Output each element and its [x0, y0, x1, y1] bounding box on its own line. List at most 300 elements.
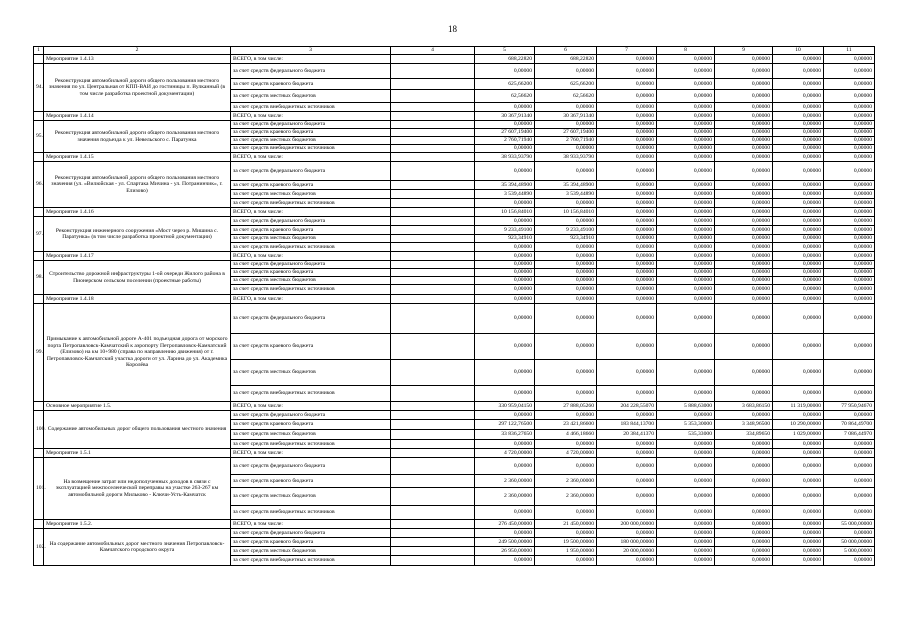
amount-cell: 204 228,55070 — [597, 402, 657, 411]
amount-cell: 0,00000 — [657, 190, 715, 199]
funding-source-label: за счет средств федерального бюджета — [231, 304, 391, 334]
empty-cell — [391, 252, 475, 261]
amount-cell: 55 000,00000 — [824, 520, 875, 529]
amount-cell: 0,00000 — [773, 252, 824, 261]
amount-cell: 0,00000 — [475, 285, 535, 295]
amount-cell: 0,00000 — [597, 475, 657, 488]
amount-cell: 0,00000 — [824, 162, 875, 181]
empty-cell — [391, 520, 475, 529]
amount-cell: 0,00000 — [773, 304, 824, 334]
table-row — [34, 458, 875, 475]
amount-cell: 10 290,00000 — [773, 420, 824, 430]
amount-cell: 0,00000 — [657, 440, 715, 449]
amount-cell: 0,00000 — [535, 360, 597, 386]
amount-cell: 0,00000 — [773, 217, 824, 226]
amount-cell: 0,00000 — [824, 121, 875, 129]
column-header: 6 — [535, 47, 597, 55]
funding-source-label: за счет средств местных бюджетов — [231, 190, 391, 199]
amount-cell: 0,00000 — [475, 386, 535, 402]
funding-source-label: за счет средств местных бюджетов — [231, 277, 391, 285]
amount-cell: 688,22820 — [475, 55, 535, 64]
amount-cell: 0,00000 — [597, 121, 657, 129]
amount-cell: 0,00000 — [715, 556, 773, 566]
amount-cell: 183 844,13700 — [597, 420, 657, 430]
row-number-cell — [34, 252, 44, 261]
amount-cell: 0,00000 — [657, 488, 715, 506]
event-description: Содержание автомобильных дорог общего пользования местного значения — [44, 411, 231, 449]
amount-cell: 923,34910 — [535, 235, 597, 243]
amount-cell: 0,00000 — [535, 243, 597, 252]
amount-cell: 334,89650 — [715, 430, 773, 440]
amount-cell: 0,00000 — [715, 137, 773, 145]
amount-cell: 0,00000 — [535, 334, 597, 360]
funding-source-label: ВСЕГО, в том числе: — [231, 55, 391, 64]
amount-cell: 0,00000 — [824, 295, 875, 304]
amount-cell: 0,00000 — [475, 334, 535, 360]
funding-source-label: за счет средств федерального бюджета — [231, 217, 391, 226]
amount-cell: 0,00000 — [475, 103, 535, 112]
amount-cell: 0,00000 — [535, 304, 597, 334]
amount-cell: 0,00000 — [475, 162, 535, 181]
amount-cell: 0,00000 — [824, 235, 875, 243]
amount-cell: 0,00000 — [715, 475, 773, 488]
empty-cell — [391, 334, 475, 360]
empty-cell — [391, 208, 475, 217]
funding-source-label: за счет средств федерального бюджета — [231, 162, 391, 181]
amount-cell: 0,00000 — [824, 243, 875, 252]
amount-cell: 0,00000 — [535, 277, 597, 285]
funding-source-label: за счет средств внебюджетных источников — [231, 243, 391, 252]
amount-cell: 0,00000 — [475, 145, 535, 153]
funding-source-label: ВСЕГО, в том числе: — [231, 252, 391, 261]
amount-cell: 0,00000 — [657, 162, 715, 181]
empty-cell — [391, 269, 475, 277]
empty-cell — [391, 112, 475, 121]
table-row — [34, 295, 875, 304]
row-number: 95. — [34, 121, 44, 153]
funding-source-label: за счет средств краевого бюджета — [231, 420, 391, 430]
amount-cell: 0,00000 — [535, 217, 597, 226]
amount-cell: 0,00000 — [597, 79, 657, 90]
amount-cell: 0,00000 — [773, 334, 824, 360]
event-title: Мероприятие 1.4.15 — [44, 153, 231, 162]
funding-source-label: за счет средств федерального бюджета — [231, 121, 391, 129]
empty-cell — [391, 360, 475, 386]
amount-cell: 0,00000 — [597, 506, 657, 520]
amount-cell: 0,00000 — [773, 360, 824, 386]
amount-cell: 0,00000 — [597, 112, 657, 121]
amount-cell: 0,00000 — [657, 121, 715, 129]
amount-cell: 0,00000 — [824, 145, 875, 153]
column-header: 4 — [391, 47, 475, 55]
funding-source-label: за счет средств местных бюджетов — [231, 360, 391, 386]
empty-cell — [391, 430, 475, 440]
amount-cell: 0,00000 — [475, 269, 535, 277]
event-title: Мероприятие 1.5.1 — [44, 449, 231, 458]
table-row — [34, 304, 875, 334]
amount-cell: 0,00000 — [535, 386, 597, 402]
empty-cell — [391, 538, 475, 547]
amount-cell: 0,00000 — [657, 112, 715, 121]
amount-cell: 0,00000 — [824, 334, 875, 360]
amount-cell: 0,00000 — [773, 458, 824, 475]
amount-cell: 0,00000 — [824, 153, 875, 162]
amount-cell: 0,00000 — [824, 440, 875, 449]
amount-cell: 0,00000 — [535, 261, 597, 269]
amount-cell: 0,00000 — [597, 208, 657, 217]
amount-cell: 62,56620 — [535, 90, 597, 103]
amount-cell: 330 959,04150 — [475, 402, 535, 411]
amount-cell: 0,00000 — [824, 217, 875, 226]
row-number: 98. — [34, 261, 44, 295]
amount-cell: 0,00000 — [657, 386, 715, 402]
event-description: Примыкание к автомобильной дороге А-401 подъездная дорога от морского порта Петропавловск-Камчатский к аэропорту Петропавловск-Камчатский (Елизово) на км 10+980 (справа по направлению движения) от г. Петропавловск-Камчатский участка дороги от ул. Ларина до ул. Академика Королёва — [44, 304, 231, 402]
amount-cell: 0,00000 — [657, 226, 715, 235]
amount-cell: 2 360,00000 — [535, 488, 597, 506]
amount-cell: 5 888,63000 — [657, 402, 715, 411]
table-row — [34, 112, 875, 121]
table-row — [34, 208, 875, 217]
amount-cell: 0,00000 — [824, 488, 875, 506]
funding-source-label: за счет средств федерального бюджета — [231, 261, 391, 269]
amount-cell: 0,00000 — [535, 556, 597, 566]
empty-cell — [391, 261, 475, 269]
amount-cell: 0,00000 — [597, 277, 657, 285]
amount-cell: 0,00000 — [824, 506, 875, 520]
amount-cell: 0,00000 — [657, 181, 715, 190]
column-header-row — [34, 47, 875, 55]
amount-cell: 30 367,91340 — [475, 112, 535, 121]
funding-source-label: за счет средств внебюджетных источников — [231, 145, 391, 153]
column-header: 3 — [231, 47, 391, 55]
empty-cell — [391, 55, 475, 64]
amount-cell: 0,00000 — [773, 411, 824, 420]
funding-source-label: за счет средств федерального бюджета — [231, 64, 391, 79]
amount-cell: 7 086,44970 — [824, 430, 875, 440]
amount-cell: 0,00000 — [773, 79, 824, 90]
amount-cell: 0,00000 — [597, 55, 657, 64]
empty-cell — [391, 121, 475, 129]
page-number: 18 — [448, 24, 457, 34]
amount-cell: 0,00000 — [597, 252, 657, 261]
amount-cell: 0,00000 — [535, 145, 597, 153]
amount-cell: 0,00000 — [773, 506, 824, 520]
amount-cell: 0,00000 — [715, 360, 773, 386]
amount-cell: 0,00000 — [597, 137, 657, 145]
amount-cell: 0,00000 — [657, 475, 715, 488]
amount-cell: 0,00000 — [715, 190, 773, 199]
empty-cell — [391, 235, 475, 243]
amount-cell: 0,00000 — [597, 145, 657, 153]
amount-cell: 3 539,44890 — [535, 190, 597, 199]
empty-cell — [391, 145, 475, 153]
amount-cell: 0,00000 — [657, 411, 715, 420]
funding-source-label: ВСЕГО, в том числе: — [231, 402, 391, 411]
amount-cell: 0,00000 — [475, 556, 535, 566]
amount-cell: 0,00000 — [657, 243, 715, 252]
event-description: На возмещение затрат или недополученных доходов в связи с эксплуатацией межпоселенческой переправы на участке 263-267 км автомобильной дороги Мильково - Ключи-Усть-Камчатск — [44, 458, 231, 520]
table-row — [34, 55, 875, 64]
amount-cell: 0,00000 — [657, 64, 715, 79]
amount-cell: 249 500,00000 — [475, 538, 535, 547]
amount-cell: 0,00000 — [773, 199, 824, 208]
funding-source-label: ВСЕГО, в том числе: — [231, 153, 391, 162]
amount-cell: 4 466,18660 — [535, 430, 597, 440]
amount-cell: 0,00000 — [657, 208, 715, 217]
column-header: 11 — [824, 47, 875, 55]
amount-cell: 27 888,05260 — [535, 402, 597, 411]
amount-cell: 0,00000 — [475, 506, 535, 520]
amount-cell: 0,00000 — [597, 243, 657, 252]
amount-cell: 11 319,00000 — [773, 402, 824, 411]
event-description: Реконструкция автомобильной дороги общего пользования местного значения (ул. «Вилюйская - ул. Спартака Мичина - ул. Потранинчик», г. Елизово) — [44, 162, 231, 208]
amount-cell: 0,00000 — [597, 295, 657, 304]
event-title: Мероприятие 1.4.16 — [44, 208, 231, 217]
amount-cell: 0,00000 — [715, 295, 773, 304]
amount-cell: 0,00000 — [773, 547, 824, 556]
empty-cell — [391, 420, 475, 430]
amount-cell: 38 933,93790 — [535, 153, 597, 162]
amount-cell: 0,00000 — [773, 475, 824, 488]
amount-cell: 1 029,00000 — [773, 430, 824, 440]
amount-cell: 0,00000 — [824, 252, 875, 261]
row-number: 100. — [34, 411, 44, 449]
amount-cell: 0,00000 — [824, 208, 875, 217]
amount-cell: 0,00000 — [715, 64, 773, 79]
amount-cell: 0,00000 — [824, 64, 875, 79]
amount-cell: 0,00000 — [773, 112, 824, 121]
amount-cell: 2 360,00000 — [535, 475, 597, 488]
amount-cell: 0,00000 — [657, 103, 715, 112]
amount-cell: 0,00000 — [657, 90, 715, 103]
event-title: Мероприятие 1.4.14 — [44, 112, 231, 121]
amount-cell: 0,00000 — [597, 153, 657, 162]
amount-cell: 0,00000 — [824, 449, 875, 458]
amount-cell: 0,00000 — [824, 129, 875, 137]
column-header: 8 — [657, 47, 715, 55]
amount-cell: 0,00000 — [824, 190, 875, 199]
funding-source-label: за счет средств краевого бюджета — [231, 129, 391, 137]
amount-cell: 0,00000 — [657, 145, 715, 153]
amount-cell: 0,00000 — [657, 137, 715, 145]
empty-cell — [391, 475, 475, 488]
amount-cell: 0,00000 — [657, 252, 715, 261]
amount-cell: 0,00000 — [475, 64, 535, 79]
amount-cell: 50 000,00000 — [824, 538, 875, 547]
amount-cell: 5 353,30000 — [657, 420, 715, 430]
amount-cell: 0,00000 — [657, 295, 715, 304]
amount-cell: 0,00000 — [773, 520, 824, 529]
amount-cell: 0,00000 — [715, 55, 773, 64]
amount-cell: 0,00000 — [824, 112, 875, 121]
amount-cell: 0,00000 — [597, 386, 657, 402]
amount-cell: 0,00000 — [715, 547, 773, 556]
amount-cell: 0,00000 — [715, 129, 773, 137]
amount-cell: 0,00000 — [475, 529, 535, 538]
amount-cell: 19 500,00000 — [535, 538, 597, 547]
amount-cell: 0,00000 — [597, 90, 657, 103]
amount-cell: 0,00000 — [535, 269, 597, 277]
funding-source-label: ВСЕГО, в том числе: — [231, 520, 391, 529]
amount-cell: 0,00000 — [773, 295, 824, 304]
amount-cell: 0,00000 — [773, 90, 824, 103]
row-number: 97. — [34, 217, 44, 252]
amount-cell: 0,00000 — [773, 269, 824, 277]
event-description: Реконструкция автомобильной дороги общего пользования местного значения по ул. Центральная от КПП-ВАИ до гостиницы п. Вулканный (в том числе разработка проектной документации) — [44, 64, 231, 112]
table-row — [34, 252, 875, 261]
amount-cell: 0,00000 — [824, 226, 875, 235]
amount-cell: 0,00000 — [773, 556, 824, 566]
amount-cell: 0,00000 — [597, 261, 657, 269]
amount-cell: 0,00000 — [597, 285, 657, 295]
empty-cell — [391, 411, 475, 420]
amount-cell: 625,66200 — [475, 79, 535, 90]
funding-source-label: за счет средств краевого бюджета — [231, 181, 391, 190]
amount-cell: 0,00000 — [535, 411, 597, 420]
amount-cell: 0,00000 — [597, 190, 657, 199]
funding-source-label: за счет средств краевого бюджета — [231, 538, 391, 547]
funding-source-label: за счет средств внебюджетных источников — [231, 440, 391, 449]
amount-cell: 0,00000 — [657, 129, 715, 137]
amount-cell: 0,00000 — [715, 162, 773, 181]
amount-cell: 0,00000 — [597, 411, 657, 420]
amount-cell: 0,00000 — [597, 235, 657, 243]
row-number-cell — [34, 295, 44, 304]
table-row — [34, 162, 875, 181]
event-title: Мероприятие 1.5.2. — [44, 520, 231, 529]
empty-cell — [391, 190, 475, 199]
amount-cell: 0,00000 — [773, 103, 824, 112]
amount-cell: 0,00000 — [715, 261, 773, 269]
amount-cell: 0,00000 — [597, 529, 657, 538]
amount-cell: 3 683,86150 — [715, 402, 773, 411]
amount-cell: 0,00000 — [597, 488, 657, 506]
empty-cell — [391, 243, 475, 252]
amount-cell: 62,56620 — [475, 90, 535, 103]
empty-cell — [391, 285, 475, 295]
empty-cell — [391, 153, 475, 162]
amount-cell: 0,00000 — [773, 190, 824, 199]
amount-cell: 4 720,00000 — [535, 449, 597, 458]
budget-table — [33, 46, 875, 566]
amount-cell: 0,00000 — [597, 103, 657, 112]
empty-cell — [391, 386, 475, 402]
funding-source-label: за счет средств местных бюджетов — [231, 90, 391, 103]
amount-cell: 0,00000 — [475, 199, 535, 208]
amount-cell: 0,00000 — [715, 103, 773, 112]
amount-cell: 38 933,93790 — [475, 153, 535, 162]
funding-source-label: за счет средств краевого бюджета — [231, 269, 391, 277]
event-title: Мероприятие 1.4.17 — [44, 252, 231, 261]
amount-cell: 0,00000 — [715, 199, 773, 208]
amount-cell: 276 450,00000 — [475, 520, 535, 529]
amount-cell: 27 607,19400 — [475, 129, 535, 137]
amount-cell: 0,00000 — [715, 208, 773, 217]
amount-cell: 4 720,00000 — [475, 449, 535, 458]
amount-cell: 0,00000 — [597, 458, 657, 475]
amount-cell: 0,00000 — [475, 304, 535, 334]
amount-cell: 35 394,48900 — [535, 181, 597, 190]
table-row — [34, 261, 875, 269]
column-header: 5 — [475, 47, 535, 55]
amount-cell: 0,00000 — [475, 121, 535, 129]
row-number-cell — [34, 402, 44, 411]
amount-cell: 0,00000 — [597, 449, 657, 458]
amount-cell: 0,00000 — [773, 208, 824, 217]
amount-cell: 0,00000 — [824, 458, 875, 475]
amount-cell: 2 760,71940 — [475, 137, 535, 145]
amount-cell: 2 760,71940 — [535, 137, 597, 145]
amount-cell: 923,34910 — [475, 235, 535, 243]
funding-source-label: ВСЕГО, в том числе: — [231, 208, 391, 217]
amount-cell: 0,00000 — [715, 269, 773, 277]
amount-cell: 0,00000 — [475, 261, 535, 269]
funding-source-label: за счет средств местных бюджетов — [231, 430, 391, 440]
amount-cell: 0,00000 — [535, 529, 597, 538]
empty-cell — [391, 458, 475, 475]
empty-cell — [391, 162, 475, 181]
amount-cell: 0,00000 — [535, 252, 597, 261]
empty-cell — [391, 199, 475, 208]
amount-cell: 0,00000 — [715, 112, 773, 121]
amount-cell: 0,00000 — [773, 488, 824, 506]
funding-source-label: за счет средств краевого бюджета — [231, 334, 391, 360]
empty-cell — [391, 295, 475, 304]
amount-cell: 0,00000 — [475, 252, 535, 261]
amount-cell: 0,00000 — [824, 55, 875, 64]
amount-cell: 0,00000 — [597, 64, 657, 79]
empty-cell — [391, 90, 475, 103]
funding-source-label: за счет средств краевого бюджета — [231, 79, 391, 90]
row-number-cell — [34, 55, 44, 64]
amount-cell: 0,00000 — [657, 217, 715, 226]
column-header: 10 — [773, 47, 824, 55]
amount-cell: 0,00000 — [597, 199, 657, 208]
amount-cell: 0,00000 — [535, 285, 597, 295]
table-row — [34, 153, 875, 162]
amount-cell: 0,00000 — [657, 304, 715, 334]
amount-cell: 0,00000 — [715, 386, 773, 402]
amount-cell: 0,00000 — [715, 252, 773, 261]
event-description: Реконструкция автомобильной дороги общего пользования местного значения подъезда к ул. Невельского с. Паратунка — [44, 121, 231, 153]
amount-cell: 0,00000 — [715, 440, 773, 449]
amount-cell: 77 950,94670 — [824, 402, 875, 411]
amount-cell: 0,00000 — [535, 295, 597, 304]
amount-cell: 0,00000 — [535, 199, 597, 208]
amount-cell: 9 233,49100 — [475, 226, 535, 235]
amount-cell: 0,00000 — [773, 145, 824, 153]
amount-cell: 0,00000 — [657, 556, 715, 566]
amount-cell: 0,00000 — [715, 277, 773, 285]
funding-source-label: ВСЕГО, в том числе: — [231, 449, 391, 458]
amount-cell: 0,00000 — [824, 103, 875, 112]
amount-cell: 0,00000 — [597, 226, 657, 235]
amount-cell: 10 156,84010 — [535, 208, 597, 217]
amount-cell: 0,00000 — [657, 269, 715, 277]
empty-cell — [391, 226, 475, 235]
empty-cell — [391, 64, 475, 79]
amount-cell: 0,00000 — [824, 181, 875, 190]
column-header: 1 — [34, 47, 44, 55]
row-number: 96. — [34, 162, 44, 208]
funding-source-label: за счет средств внебюджетных источников — [231, 199, 391, 208]
amount-cell: 2 360,00000 — [475, 475, 535, 488]
amount-cell: 0,00000 — [824, 79, 875, 90]
amount-cell: 0,00000 — [773, 226, 824, 235]
amount-cell: 0,00000 — [773, 235, 824, 243]
amount-cell: 0,00000 — [475, 411, 535, 420]
amount-cell: 2 360,00000 — [475, 488, 535, 506]
